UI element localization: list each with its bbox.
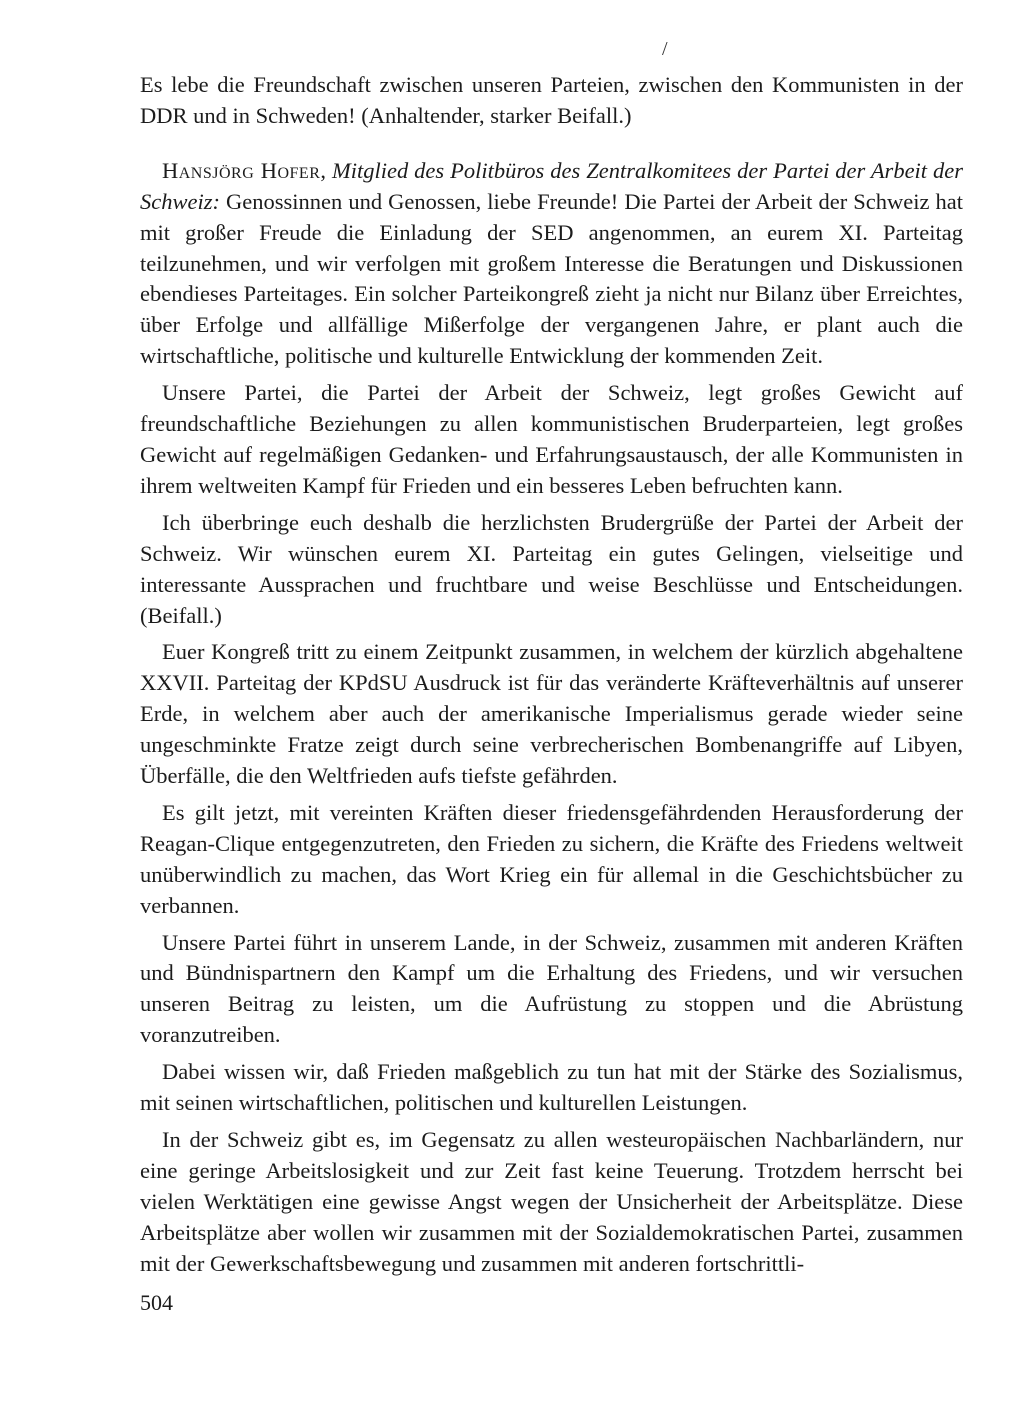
paragraph: Dabei wissen wir, daß Frieden maßgeblich zu tun hat mit der Stärke des Sozialismus, mit seinen wirtschaftlichen, politischen und kulturellen Leistungen. [140,1059,963,1116]
speaker-text: Genossinnen und Genossen, liebe Freunde! Die Partei der Arbeit der Schweiz hat mit großer Freude die Einladung der SED angenommen, an eurem XI. Parteitag teilzunehmen, und wir verfolgen mit großem Interesse die Beratungen und Diskussionen ebendieses Parteitages. Ein solcher Parteikongreß zieht ja nicht nur Bilanz über Erreichtes, über Erfolge und allfällige Mißerfolge der vergangenen Jahre, er plant auch die wirtschaftliche, politische und kulturelle Entwicklung der kommenden Zeit. [140,188,964,369]
paragraph-closing-toast: Es lebe die Freundschaft zwischen unseren Parteien, zwischen den Kommunisten in der DDR und in Schweden! (Anhaltender, starker Beifall.) [140,72,963,128]
speaker-role: Mitglied des Politbüros des Zentralkomitees der Partei der Arbeit der Schweiz: [140,157,964,214]
speaker-name: Hansjörg Hofer [162,157,321,183]
page-number: 504 [140,1290,173,1315]
paragraph: Unsere Partei, die Partei der Arbeit der Schweiz, legt großes Gewicht auf freundschaftliche Beziehungen zu allen kommunistischen Bruderparteien, legt großes Gewicht auf regelmäßigen Gedanken- und Erfahrungsaustausch, der alle Kommunisten in ihrem weltweiten Kampf für Frieden und ein besseres Leben befruchten kann. [140,380,963,498]
margin-mark: / [662,38,668,60]
paragraph: Ich überbringe euch deshalb die herzlichsten Brudergrüße der Partei der Arbeit der Schweiz. Wir wünschen eurem XI. Parteitag ein gutes Gelingen, vielseitige und interessante Aussprachen und fruchtbare und weise Beschlüsse und Entscheidungen. (Beifall.) [140,509,963,628]
paragraph: Es gilt jetzt, mit vereinten Kräften dieser friedensgefährdenden Herausforderung der Reagan-Clique entgegenzutreten, den Frieden zu sichern, die Kräfte des Friedens weltweit unüberwindlich zu machen, das Wort Krieg ein für allemal in die Geschichtsbücher zu verbannen. [140,799,963,918]
paragraph: Euer Kongreß tritt zu einem Zeitpunkt zusammen, in welchem der kürzlich abgehaltene XXVII. Parteitag der KPdSU Ausdruck ist für das veränderte Kräfteverhältnis auf unserer Erde, in welchem aber auch der amerikanische Imperialismus gerade wieder seine ungeschminkte Fratze zeigt durch seine verbrecherischen Bombenangriffe auf Libyen, Überfälle, die den Weltfrieden aufs tiefste gefährden. [140,639,963,789]
paragraph: In der Schweiz gibt es, im Gegensatz zu allen westeuropäischen Nachbarländern, nur eine geringe Arbeitslosigkeit und zur Zeit fast keine Teuerung. Trotzdem herrscht bei vielen Werktätigen eine gewisse Angst wegen der Unsicherheit der Arbeitsplätze. Diese Arbeitsplätze aber wollen wir zusammen mit der Sozialdemokratischen Partei, zusammen mit der Gewerkschaftsbewegung und zusammen mit anderen fortschrittli- [140,1127,963,1276]
speaker-paragraph: Hansjörg Hofer, Mitglied des Politbüros des Zentralkomitees der Partei der Arbeit der Schweiz: Genossinnen und Genossen, liebe Freunde! Die Partei der Arbeit der Schweiz hat mit großer Freude die Einladung der SED angenommen, an eurem XI. Parteitag teilzunehmen, und wir verfolgen mit großem Interesse die Beratungen und Diskussionen ebendieses Parteitages. Ein solcher Parteikongreß zieht ja nicht nur Bilanz über Erreichtes, über Erfolge und allfällige Mißerfolge der vergangenen Jahre, er plant auch die wirtschaftliche, politische und kulturelle Entwicklung der kommenden Zeit. [140,157,964,369]
document-body [140,70,963,1286]
paragraph: Unsere Partei führt in unserem Lande, in der Schweiz, zusammen mit anderen Kräften und Bündnispartnern den Kampf um die Erhaltung des Friedens, und wir versuchen unseren Beitrag zu leisten, um die Aufrüstung zu stoppen und die Abrüstung voranzutreiben. [140,929,963,1048]
